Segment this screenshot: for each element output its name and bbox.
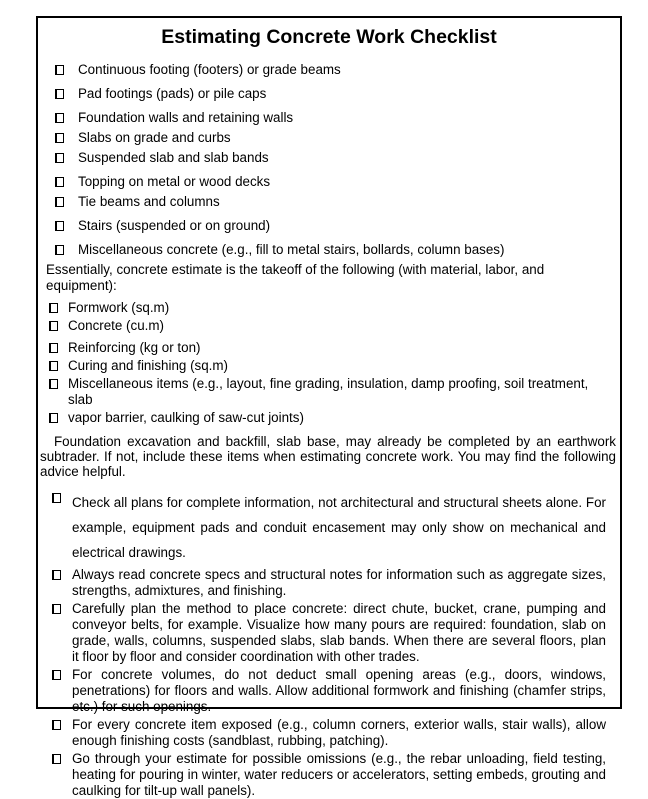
checklist-item-label: Tie beams and columns — [78, 194, 220, 209]
checklist-item-label: vapor barrier, caulking of saw-cut joints) — [68, 410, 304, 425]
checklist-item-label: Suspended slab and slab bands — [78, 150, 269, 165]
work-items-section — [38, 62, 620, 258]
checklist-item — [38, 194, 620, 210]
checklist-item-label: Miscellaneous concrete (e.g., fill to metal stairs, bollards, column bases) — [78, 242, 505, 257]
checklist-item — [38, 567, 620, 599]
checklist-item-label: Always read concrete specs and structural notes for information such as aggregate sizes, strengths, admixtures, and finishing. — [72, 567, 606, 598]
takeoff-items-section — [38, 300, 620, 426]
checklist-item-label: Slabs on grade and curbs — [78, 130, 231, 145]
checklist-item — [38, 174, 620, 190]
checklist-item-label: Reinforcing (kg or ton) — [68, 340, 201, 355]
checklist-item — [38, 340, 620, 356]
checklist-item — [38, 376, 620, 408]
checklist-item-label: Miscellaneous items (e.g., layout, fine grading, insulation, damp proofing, soil treatment, slab — [68, 376, 589, 407]
checkbox-icon[interactable] — [52, 493, 61, 503]
checklist-item-label: Check all plans for complete information, not architectural and structural sheets alone. For example, equipment pads and conduit encasement may only show on mechanical and electrical drawings. — [72, 495, 606, 560]
checkbox-icon[interactable] — [52, 604, 61, 614]
checkbox-icon[interactable] — [49, 379, 58, 389]
checklist-item — [38, 130, 620, 146]
checkbox-icon[interactable] — [52, 570, 61, 580]
checkbox-icon[interactable] — [55, 153, 64, 163]
checklist-item — [38, 150, 620, 166]
checklist-item — [38, 667, 620, 715]
checklist-item-label: Go through your estimate for possible omissions (e.g., the rebar unloading, field testing, heating for pouring in winter, water reducers or accelerators, setting embeds, grouting and caulking for tilt-up wall panels). — [72, 751, 606, 798]
checklist-item-label: Pad footings (pads) or pile caps — [78, 86, 267, 101]
checklist-item — [38, 490, 620, 565]
checklist-item — [38, 358, 620, 374]
checklist-item-label: For concrete volumes, do not deduct small opening areas (e.g., doors, windows, penetrations) for floors and walls. Allow additional formwork and finishing (chamfer strips, etc.) for such openings. — [72, 667, 606, 714]
document-page — [36, 16, 622, 798]
checklist-item-label: Carefully plan the method to place concrete: direct chute, bucket, crane, pumping and conveyor belts, for example. Visualize how many pours are required: foundation, slab on grade, walls, columns, suspended slabs, slab bands. When there are several floors, plan it floor by floor and consider coordination with other trades. — [72, 601, 606, 664]
checklist-item-label: Curing and finishing (sq.m) — [68, 358, 229, 373]
checklist-item — [38, 751, 620, 799]
checkbox-icon[interactable] — [52, 720, 61, 730]
checklist-item-label: Foundation walls and retaining walls — [78, 110, 294, 125]
checkbox-icon[interactable] — [49, 343, 58, 353]
checklist-item-label: Topping on metal or wood decks — [78, 174, 271, 189]
checklist-item-label: For every concrete item exposed (e.g., column corners, exterior walls, stair walls), allow enough finishing costs (sandblast, rubbing, patching). — [72, 717, 606, 748]
checkbox-icon[interactable] — [49, 413, 58, 423]
checklist-item — [38, 86, 620, 102]
checklist-item-label: Stairs (suspended or on ground) — [78, 218, 271, 233]
advice-items-section — [38, 490, 620, 799]
checkbox-icon[interactable] — [55, 113, 64, 123]
checkbox-icon[interactable] — [55, 133, 64, 143]
checkbox-icon[interactable] — [52, 670, 61, 680]
checkbox-icon[interactable] — [49, 361, 58, 371]
checklist-item — [38, 717, 620, 749]
checkbox-icon[interactable] — [55, 177, 64, 187]
checkbox-icon[interactable] — [49, 303, 58, 313]
checkbox-icon[interactable] — [55, 65, 64, 75]
checkbox-icon[interactable] — [55, 245, 64, 255]
checklist-item — [38, 62, 620, 78]
checkbox-icon[interactable] — [49, 321, 58, 331]
checklist-item — [38, 300, 620, 316]
note-paragraph: Foundation excavation and backfill, slab base, may already be completed by an earthwork subtrader. If not, include these items when estimating concrete work. You may find the following advice helpful. — [40, 434, 616, 479]
checklist-item — [38, 318, 620, 334]
checkbox-icon[interactable] — [55, 89, 64, 99]
checklist-item — [38, 218, 620, 234]
checklist-item — [38, 242, 620, 258]
checklist-item-label: Concrete (cu.m) — [68, 318, 164, 333]
checklist-item-label: Formwork (sq.m) — [68, 300, 170, 315]
checkbox-icon[interactable] — [52, 754, 61, 764]
checklist-item — [38, 110, 620, 126]
takeoff-intro-text: Essentially, concrete estimate is the takeoff of the following (with material, labor, and equipment): — [46, 262, 545, 293]
checkbox-icon[interactable] — [55, 197, 64, 207]
checklist-item — [38, 410, 620, 426]
checklist-item — [38, 601, 620, 665]
checklist-item-label: Continuous footing (footers) or grade beams — [78, 62, 341, 77]
page-title: Estimating Concrete Work Checklist — [161, 26, 497, 48]
checkbox-icon[interactable] — [55, 221, 64, 231]
